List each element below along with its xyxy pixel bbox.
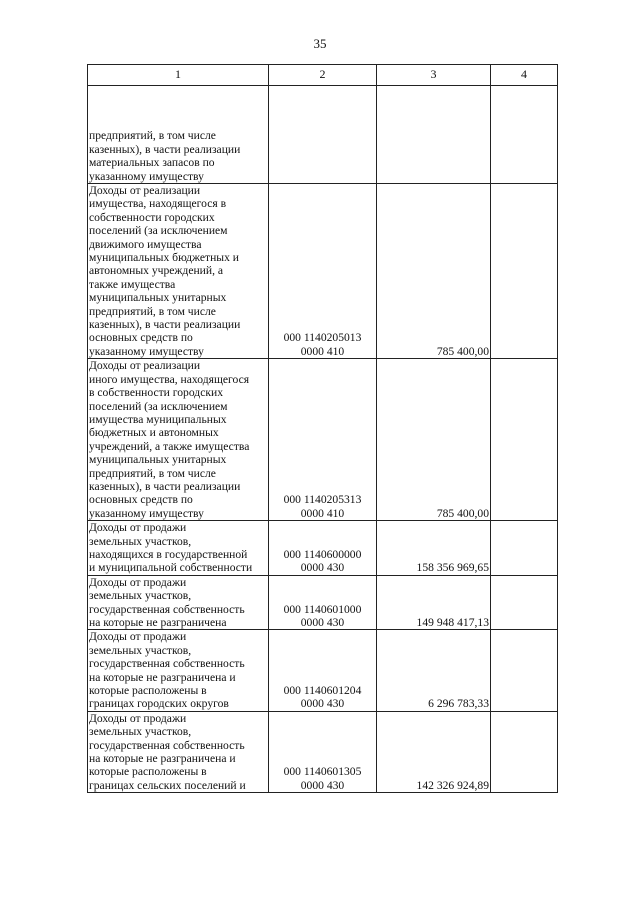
row-extra (491, 359, 558, 521)
row-extra (491, 521, 558, 576)
row-description: Доходы от реализации иного имущества, находящегося в собственности городских поселений (за исключением имущества муниципальных бюджетных и автономных учреждений, а также имущества муниципальных унитарных предприятий, в том числе казенных), в части реализации основных средств по указанному имуществу (88, 359, 269, 521)
row-description: Доходы от продажи земельных участков, государственная собственность на которые не разграничена и которые расположены в границах сельских поселений и (88, 711, 269, 792)
row-description: Доходы от продажи земельных участков, государственная собственность на которые не разграничена и которые расположены в границах городских округов (88, 630, 269, 711)
row-amount: 785 400,00 (377, 359, 491, 521)
header-row (88, 65, 558, 86)
revenue-table (87, 64, 558, 793)
row-extra (491, 630, 558, 711)
table-row (88, 359, 558, 521)
row-amount: 158 356 969,65 (377, 521, 491, 576)
table-row (88, 711, 558, 792)
row-code: 000 1140601000 0000 430 (269, 575, 377, 630)
row-amount: 785 400,00 (377, 184, 491, 359)
row-description: Доходы от продажи земельных участков, находящихся в государственной и муниципальной собственности (88, 521, 269, 576)
row-amount: 6 296 783,33 (377, 630, 491, 711)
row-code (269, 86, 377, 184)
table-row (88, 521, 558, 576)
header-col-2: 2 (269, 65, 377, 86)
table-row (88, 184, 558, 359)
row-description: предприятий, в том числе казенных), в части реализации материальных запасов по указанному имуществу (88, 86, 269, 184)
row-extra (491, 184, 558, 359)
row-amount: 149 948 417,13 (377, 575, 491, 630)
header-col-1: 1 (88, 65, 269, 86)
row-code: 000 1140205313 0000 410 (269, 359, 377, 521)
header-col-3: 3 (377, 65, 491, 86)
row-code: 000 1140601204 0000 430 (269, 630, 377, 711)
page-number: 35 (313, 36, 327, 51)
row-amount: 142 326 924,89 (377, 711, 491, 792)
table-row (88, 575, 558, 630)
row-code: 000 1140205013 0000 410 (269, 184, 377, 359)
row-description: Доходы от продажи земельных участков, государственная собственность на которые не разграничена (88, 575, 269, 630)
table-row (88, 86, 558, 184)
table-row (88, 630, 558, 711)
row-extra (491, 86, 558, 184)
row-extra (491, 575, 558, 630)
row-description: Доходы от реализации имущества, находящегося в собственности городских поселений (за исключением движимого имущества муниципальных бюджетных и автономных учреждений, а также имущества муниципальных унитарных предприятий, в том числе казенных), в части реализации основных средств по указанному имуществу (88, 184, 269, 359)
header-col-4: 4 (491, 65, 558, 86)
row-amount (377, 86, 491, 184)
row-extra (491, 711, 558, 792)
row-code: 000 1140601305 0000 430 (269, 711, 377, 792)
row-code: 000 1140600000 0000 430 (269, 521, 377, 576)
